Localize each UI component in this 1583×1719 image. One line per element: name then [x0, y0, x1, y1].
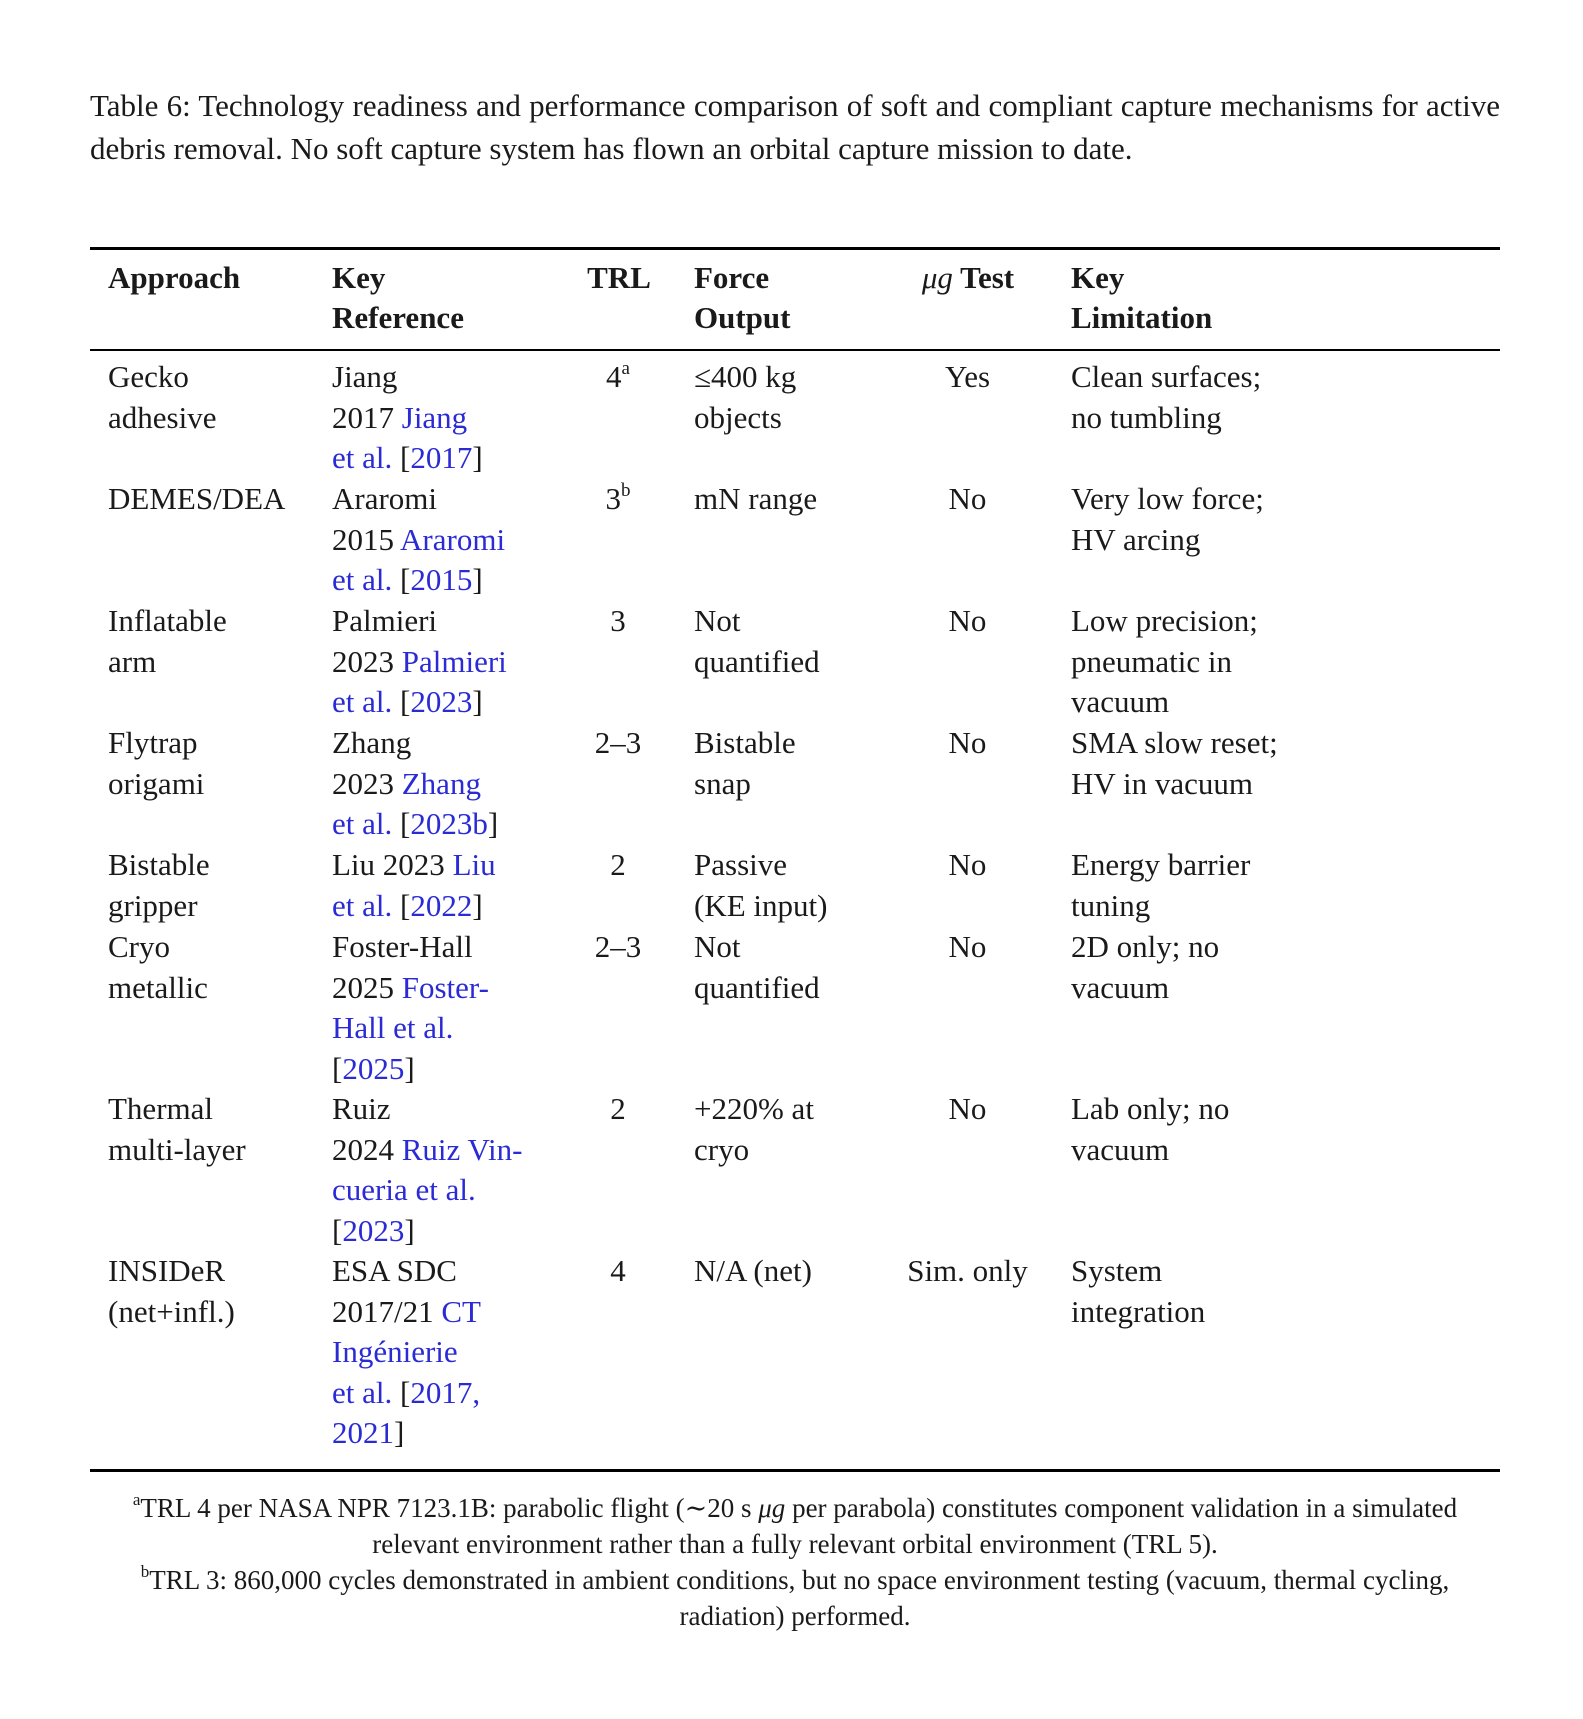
reference-text: ESA SDC — [332, 1253, 457, 1288]
row-mug-test — [895, 601, 1040, 642]
approach-line: Cryo — [108, 929, 170, 964]
row-key-reference — [332, 845, 496, 926]
limitation-line: no tumbling — [1071, 399, 1222, 435]
reference-line — [332, 927, 489, 968]
reference-line — [332, 1332, 481, 1373]
row-mug-test — [895, 357, 1040, 398]
trl-value: 3 — [605, 481, 621, 516]
trl-value: 2–3 — [594, 725, 642, 760]
reference-line — [332, 642, 507, 683]
reference-text: 2025 — [332, 969, 394, 1005]
reference-line — [332, 520, 505, 561]
limitation-line: HV in vacuum — [1071, 765, 1253, 801]
reference-text: 2024 — [332, 1131, 394, 1167]
approach-line: gripper — [108, 887, 198, 923]
reference-text: 2017 — [332, 399, 394, 435]
reference-line — [332, 845, 496, 886]
reference-line — [332, 479, 505, 520]
reference-line — [332, 1130, 522, 1171]
limitation-line: pneumatic in — [1071, 643, 1232, 679]
row-key-reference — [332, 1089, 522, 1251]
reference-line — [332, 968, 489, 1009]
row-mug-test — [895, 845, 1040, 886]
row-key-reference — [332, 479, 505, 601]
footnote-a: $^a$TRL 4 per NASA NPR 7123.1B: parabolic flight (∼20 s μg per parabola) constitutes component validation in a simulated relevant environment rather than a fully relevant orbital environment (TRL 5). — [132, 1490, 1458, 1559]
limitation-line: System — [1071, 1253, 1163, 1288]
header-mug-test: μg Test — [921, 260, 1015, 295]
citation-link[interactable]: 2023 — [410, 684, 473, 719]
row-approach — [108, 927, 208, 1008]
limitation-line: Lab only; no — [1071, 1091, 1230, 1126]
reference-text: Araromi — [332, 481, 438, 516]
force-line: ≤400 kg — [694, 359, 797, 394]
reference-line — [332, 398, 483, 439]
reference-text: 2023 — [332, 643, 394, 679]
approach-line: Gecko — [108, 359, 189, 394]
approach-line: arm — [108, 643, 157, 679]
row-approach — [108, 845, 210, 926]
mug-symbol: μg — [921, 260, 953, 295]
limitation-line: 2D only; no — [1071, 929, 1220, 964]
top-rule — [90, 247, 1500, 250]
row-force-output — [694, 357, 796, 438]
citation-link[interactable]: Jiang — [401, 399, 468, 435]
reference-line: et al. [2023] — [332, 684, 483, 719]
approach-line: INSIDeR — [108, 1253, 226, 1288]
footnote-b: $^b$TRL 3: 860,000 cycles demonstrated in ambient conditions, but no space environment testing (vacuum, thermal cycling, radiation) performed. — [140, 1562, 1450, 1631]
force-line: N/A (net) — [694, 1253, 812, 1288]
header-key-reference: Key Reference — [332, 260, 464, 335]
citation-link[interactable]: CT — [441, 1293, 481, 1329]
limitation-line: Very low force; — [1071, 481, 1264, 516]
approach-line: adhesive — [108, 399, 217, 435]
limitation-line: Low precision; — [1071, 603, 1258, 638]
row-key-reference — [332, 601, 507, 723]
reference-text: Palmieri — [332, 603, 438, 638]
mug-test-value: Sim. only — [907, 1253, 1028, 1288]
force-line: Bistable — [694, 725, 796, 760]
trl-value: 2 — [610, 1091, 626, 1126]
row-trl — [568, 601, 668, 642]
citation-link[interactable]: Ruiz Vin- — [401, 1131, 523, 1167]
reference-line: 2021] — [332, 1415, 405, 1450]
row-approach — [108, 1251, 235, 1332]
citation-link[interactable]: 2025 — [342, 1050, 405, 1086]
row-key-limitation — [1071, 927, 1219, 1008]
row-key-limitation — [1071, 1251, 1205, 1332]
approach-line: origami — [108, 765, 205, 801]
row-key-limitation — [1071, 601, 1258, 723]
limitation-line: HV arcing — [1071, 521, 1201, 557]
row-trl — [568, 1251, 668, 1292]
trl-value: 4 — [610, 1253, 626, 1288]
approach-line: Flytrap — [108, 725, 198, 760]
reference-text: Ruiz — [332, 1091, 391, 1126]
reference-line: et al. [2023b] — [332, 806, 499, 841]
approach-line: Thermal — [108, 1091, 214, 1126]
header-rule — [90, 349, 1500, 351]
force-line: cryo — [694, 1131, 750, 1167]
row-mug-test — [895, 1089, 1040, 1130]
reference-line: et al. [2015] — [332, 562, 483, 597]
trl-footnote-mark: a — [621, 357, 630, 379]
reference-line: et al. [2017, — [332, 1374, 481, 1410]
row-trl — [568, 479, 668, 520]
reference-text: 2023 — [332, 765, 394, 801]
approach-line: Inflatable — [108, 603, 227, 638]
row-force-output — [694, 601, 820, 682]
header-key-limitation: Key Limitation — [1071, 260, 1213, 335]
limitation-line: tuning — [1071, 887, 1151, 923]
citation-link[interactable]: 2023 — [342, 1212, 405, 1248]
approach-line: multi-layer — [108, 1131, 246, 1167]
row-key-reference — [332, 927, 489, 1089]
mug-test-value: Yes — [944, 359, 991, 394]
reference-line — [332, 764, 498, 805]
table-footnotes — [100, 1490, 1490, 1634]
row-approach — [108, 601, 227, 682]
row-key-limitation — [1071, 723, 1278, 804]
mug-test-value: No — [948, 1091, 987, 1126]
trl-value: 3 — [610, 603, 626, 638]
reference-text: Liu 2023 — [332, 847, 445, 882]
force-line: Not — [694, 929, 741, 964]
reference-line: [2023] — [332, 1212, 415, 1248]
reference-text: Jiang — [332, 359, 398, 394]
row-key-limitation — [1071, 1089, 1229, 1170]
force-line: quantified — [694, 643, 820, 679]
citation-link[interactable]: 2017, — [410, 1374, 481, 1410]
row-trl — [568, 723, 668, 764]
bottom-rule — [90, 1469, 1500, 1472]
citation-link[interactable]: Zhang — [401, 765, 481, 801]
citation-link[interactable]: et al. — [332, 887, 393, 923]
force-line: Passive — [694, 847, 787, 882]
citation-link[interactable]: 2021 — [332, 1415, 394, 1450]
force-line: mN range — [694, 481, 818, 516]
row-approach — [108, 357, 216, 438]
limitation-line: vacuum — [1071, 684, 1170, 719]
trl-value: 2 — [610, 847, 626, 882]
citation-link[interactable]: et al. — [332, 562, 393, 597]
citation-link[interactable]: Liu — [452, 847, 496, 882]
reference-line — [332, 357, 483, 398]
row-key-limitation — [1071, 357, 1261, 438]
row-key-reference — [332, 723, 498, 845]
table-caption: Table 6: Technology readiness and performance comparison of soft and compliant capture mechanisms for active debris removal. No soft capture system has flown an orbital capture mission to date. — [90, 88, 1500, 166]
citation-link[interactable]: et al. — [332, 684, 393, 719]
mug-test-value: No — [948, 725, 987, 760]
citation-link[interactable]: cueria et al. — [332, 1172, 476, 1207]
row-mug-test — [895, 1251, 1040, 1292]
header-approach: Approach — [108, 260, 241, 295]
reference-line: et al. [2022] — [332, 887, 483, 923]
reference-line: et al. [2017] — [332, 440, 483, 475]
mug-test-value: No — [948, 847, 987, 882]
force-line: quantified — [694, 969, 820, 1005]
trl-value: 2–3 — [594, 929, 642, 964]
reference-text: Zhang — [332, 725, 412, 760]
citation-link[interactable]: et al. — [332, 1374, 393, 1410]
row-force-output — [694, 479, 817, 520]
row-force-output — [694, 1089, 814, 1170]
citation-link[interactable]: Hall et al. — [332, 1010, 454, 1045]
reference-text: Foster-Hall — [332, 929, 473, 964]
citation-link[interactable]: et al. — [332, 440, 393, 475]
limitation-line: Energy barrier — [1071, 847, 1251, 882]
row-key-reference — [332, 1251, 481, 1454]
row-key-reference — [332, 357, 483, 479]
citation-link[interactable]: Foster- — [401, 969, 489, 1005]
limitation-line: vacuum — [1071, 1131, 1170, 1167]
row-trl — [568, 1089, 668, 1130]
approach-line: (net+infl.) — [108, 1293, 235, 1329]
mug-test-value: No — [948, 603, 987, 638]
trl-value: 4 — [606, 359, 622, 394]
citation-link[interactable]: Araromi — [400, 521, 506, 557]
row-mug-test — [895, 927, 1040, 968]
reference-line — [332, 1251, 481, 1292]
citation-link[interactable]: 2022 — [410, 887, 473, 923]
citation-link[interactable]: 2015 — [410, 562, 473, 597]
row-force-output — [694, 1251, 812, 1292]
reference-line — [332, 723, 498, 764]
citation-link[interactable]: Palmieri — [401, 643, 507, 679]
citation-link[interactable]: 2017 — [410, 440, 473, 475]
approach-line: DEMES/DEA — [108, 481, 286, 516]
reference-text: 2017/21 — [332, 1293, 434, 1329]
citation-link[interactable]: Ingénierie — [332, 1334, 458, 1369]
limitation-line: SMA slow reset; — [1071, 725, 1278, 760]
header-force-output: Force Output — [694, 260, 791, 335]
reference-line — [332, 1170, 522, 1211]
header-trl: TRL — [587, 260, 651, 295]
row-trl — [568, 927, 668, 968]
reference-line — [332, 1089, 522, 1130]
citation-link[interactable]: 2023b — [410, 806, 488, 841]
row-trl — [568, 357, 668, 398]
reference-line — [332, 1008, 489, 1049]
row-approach — [108, 479, 285, 520]
citation-link[interactable]: et al. — [332, 806, 393, 841]
row-key-limitation — [1071, 479, 1264, 560]
force-line: Not — [694, 603, 741, 638]
approach-line: Bistable — [108, 847, 210, 882]
row-mug-test — [895, 479, 1040, 520]
limitation-line: Clean surfaces; — [1071, 359, 1262, 394]
force-line: snap — [694, 765, 751, 801]
reference-line — [332, 1292, 481, 1333]
row-key-limitation — [1071, 845, 1250, 926]
row-approach — [108, 723, 204, 804]
trl-footnote-mark: b — [621, 479, 631, 501]
limitation-line: integration — [1071, 1293, 1206, 1329]
force-line: objects — [694, 399, 782, 435]
row-force-output — [694, 927, 820, 1008]
row-force-output — [694, 845, 827, 926]
row-trl — [568, 845, 668, 886]
mug-test-value: No — [948, 929, 987, 964]
force-line: (KE input) — [694, 887, 828, 923]
approach-line: metallic — [108, 969, 208, 1005]
row-mug-test — [895, 723, 1040, 764]
reference-line — [332, 601, 507, 642]
row-approach — [108, 1089, 246, 1170]
mug-test-value: No — [948, 481, 987, 516]
row-force-output — [694, 723, 796, 804]
reference-line: [2025] — [332, 1050, 415, 1086]
reference-text: 2015 — [332, 521, 394, 557]
limitation-line: vacuum — [1071, 969, 1170, 1005]
force-line: +220% at — [694, 1091, 814, 1126]
